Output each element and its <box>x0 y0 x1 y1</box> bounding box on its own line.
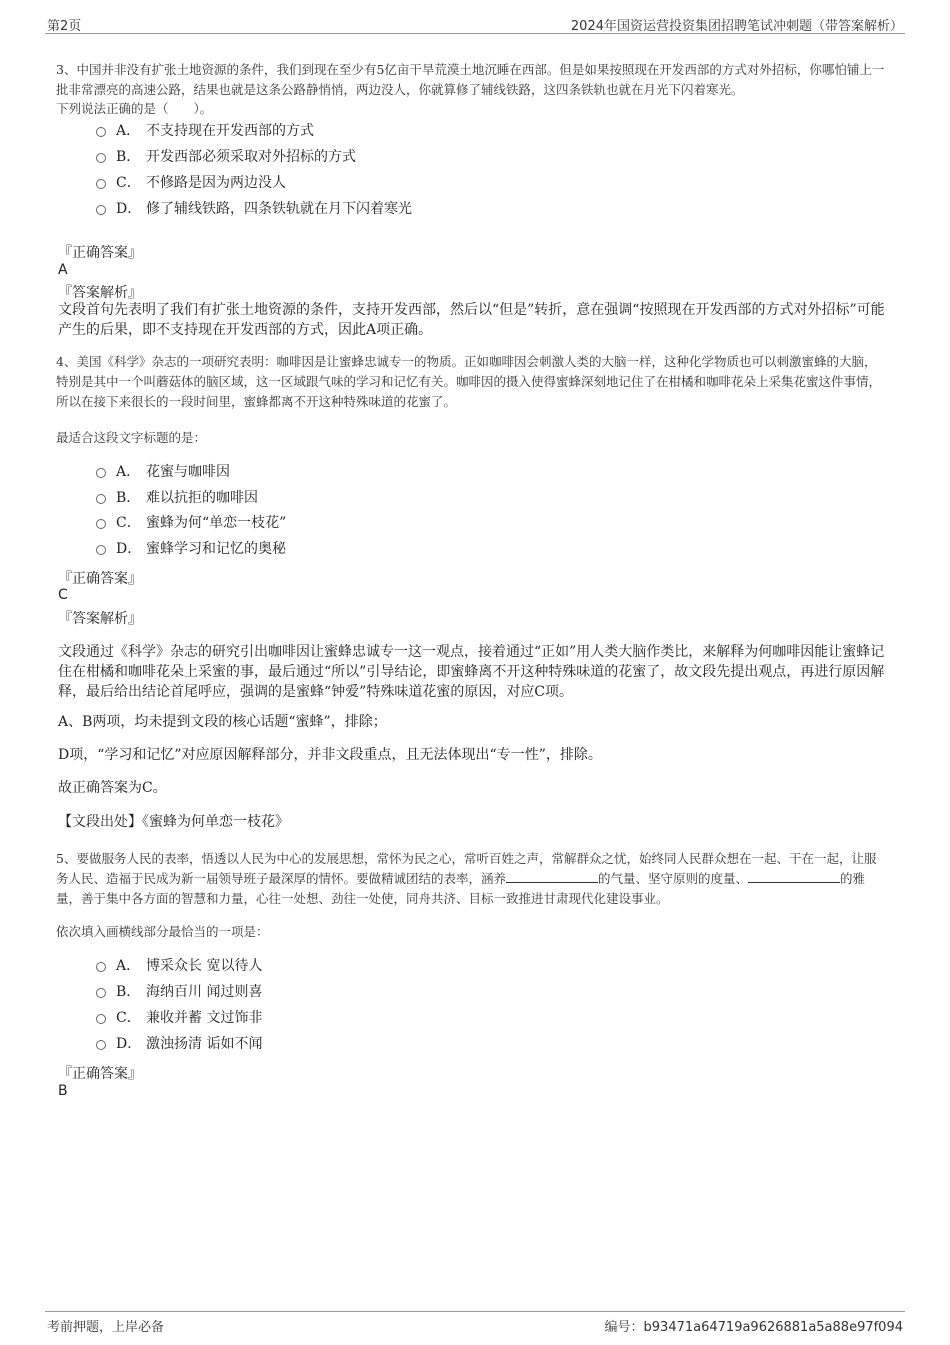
question-3-text: 3、中国并非没有扩张土地资源的条件，我们到现在至少有5亿亩干旱荒漠土地沉睡在西部。但是如果按照现在开发西部的方式对外招标，你哪怕铺上一批非常漂亮的高速公路，结果也就是这条公路静悄悄，两边没人，你就算修了辅线铁路，这四条铁轨也就在月光下闪着寒光。 <box>56 62 885 97</box>
question-3-analysis-label: 『答案解析』 <box>58 285 142 301</box>
question-5-option-a[interactable]: A． 博采众长 宽以待人 <box>96 956 262 976</box>
question-5-correct-label: 『正确答案』 <box>58 1066 142 1082</box>
question-4-analysis-label: 『答案解析』 <box>58 611 142 627</box>
question-4-analysis-ab: A、B两项，均未提到文段的核心话题“蜜蜂”，排除； <box>58 714 387 730</box>
question-4-option-d[interactable]: D． 蜜蜂学习和记忆的奥秘 <box>96 539 286 559</box>
radio-icon[interactable] <box>96 519 106 529</box>
question-5-option-b[interactable]: B． 海纳百川 闻过则喜 <box>96 982 262 1002</box>
question-4-option-c[interactable]: C． 蜜蜂为何“单恋一枝花” <box>96 513 286 533</box>
document-id: 编号：b93471a64719a9626881a5a88e97f094 <box>604 1320 903 1335</box>
radio-icon[interactable] <box>96 545 106 555</box>
radio-icon[interactable] <box>96 205 106 215</box>
question-4-option-b[interactable]: B． 难以抗拒的咖啡因 <box>96 488 258 508</box>
question-5-prompt: 依次填入画横线部分最恰当的一项是： <box>56 924 269 939</box>
radio-icon[interactable] <box>96 962 106 972</box>
question-4-text: 4、美国《科学》杂志的一项研究表明：咖啡因是让蜜蜂忠诚专一的物质。正如咖啡因会刺激人类的大脑一样，这种化学物质也可以刺激蜜蜂的大脑，特别是其中一个叫蘑菇体的脑区域，这一区域跟气味的学习和记忆有关。咖啡因的摄入使得蜜蜂深刻地记住了在柑橘和咖啡花朵上采集花蜜这件事情，所以在接下来很长的一段时间里，蜜蜂都离不开这种特殊味道的花蜜了。 <box>56 354 882 409</box>
question-4-option-a[interactable]: A． 花蜜与咖啡因 <box>96 462 230 482</box>
radio-icon[interactable] <box>96 494 106 504</box>
question-5-answer: B <box>58 1083 68 1099</box>
question-4-source: 【文段出处】《蜜蜂为何单恋一枝花》 <box>58 814 289 830</box>
document-title: 2024年国资运营投资集团招聘笔试冲刺题（带答案解析） <box>570 19 903 34</box>
fill-blank-1[interactable] <box>506 870 598 883</box>
question-3-option-a[interactable]: A． 不支持现在开发西部的方式 <box>96 121 314 141</box>
question-4-answer: C <box>58 587 68 603</box>
question-3-option-b[interactable]: B． 开发西部必须采取对外招标的方式 <box>96 147 356 167</box>
radio-icon[interactable] <box>96 153 106 163</box>
page-number: 第2页 <box>47 19 82 34</box>
radio-icon[interactable] <box>96 468 106 478</box>
fill-blank-2[interactable] <box>748 870 840 883</box>
question-3-prompt: 下列说法正确的是（ ）。 <box>56 101 213 116</box>
question-4-prompt: 最适合这段文字标题的是： <box>56 430 207 445</box>
radio-icon[interactable] <box>96 179 106 189</box>
question-4-correct-label: 『正确答案』 <box>58 571 142 587</box>
question-3-analysis: 文段首句先表明了我们有扩张土地资源的条件，支持开发西部，然后以“但是”转折，意在强调“按照现在开发西部的方式对外招标”可能产生的后果，即不支持现在开发西部的方式，因此A项正确。 <box>58 302 885 338</box>
question-5-option-c[interactable]: C． 兼收并蓄 文过饰非 <box>96 1008 262 1028</box>
page-footer <box>45 1311 905 1334</box>
question-4-analysis-conclusion: 故正确答案为C。 <box>58 780 167 796</box>
question-4-analysis-main: 文段通过《科学》杂志的研究引出咖啡因让蜜蜂忠诚专一这一观点，接着通过“正如”用人类大脑作类比，来解释为何咖啡因能让蜜蜂记住在柑橘和咖啡花朵上采蜜的事，最后通过“所以”引导结论，即蜜蜂离不开这种特殊味道的花蜜了，故文段先提出观点，再进行原因解释，最后给出结论首尾呼应，强调的是蜜蜂“钟爱”特殊味道花蜜的原因，对应C项。 <box>58 644 885 700</box>
page-header <box>45 13 905 34</box>
question-3-option-d[interactable]: D． 修了辅线铁路，四条铁轨就在月下闪着寒光 <box>96 199 412 219</box>
radio-icon[interactable] <box>96 127 106 137</box>
question-4-analysis-d: D项，“学习和记忆”对应原因解释部分，并非文段重点，且无法体现出“专一性”，排除。 <box>58 747 602 763</box>
question-5-text: 5、要做服务人民的表率，悟透以人民为中心的发展思想，常怀为民之心，常听百姓之声，常解群众之忧，始终同人民群众想在一起、干在一起，让服务人民、造福于民成为新一届领导班子最深厚的情怀。要做精诚团结的表率，涵养 的气量、坚守原则的度量、 的雅量，善于集中各方面的智慧和力量，心往一处想、劲往一处使，同舟共济、目标一致推进甘肃现代化建设事业。 <box>56 851 877 906</box>
footer-slogan: 考前押题，上岸必备 <box>47 1320 165 1335</box>
question-3-option-c[interactable]: C． 不修路是因为两边没人 <box>96 173 286 193</box>
question-3-answer: A <box>58 262 68 278</box>
radio-icon[interactable] <box>96 988 106 998</box>
question-5-option-d[interactable]: D． 激浊扬清 诟如不闻 <box>96 1034 262 1054</box>
radio-icon[interactable] <box>96 1014 106 1024</box>
radio-icon[interactable] <box>96 1040 106 1050</box>
question-3-correct-label: 『正确答案』 <box>58 245 142 261</box>
